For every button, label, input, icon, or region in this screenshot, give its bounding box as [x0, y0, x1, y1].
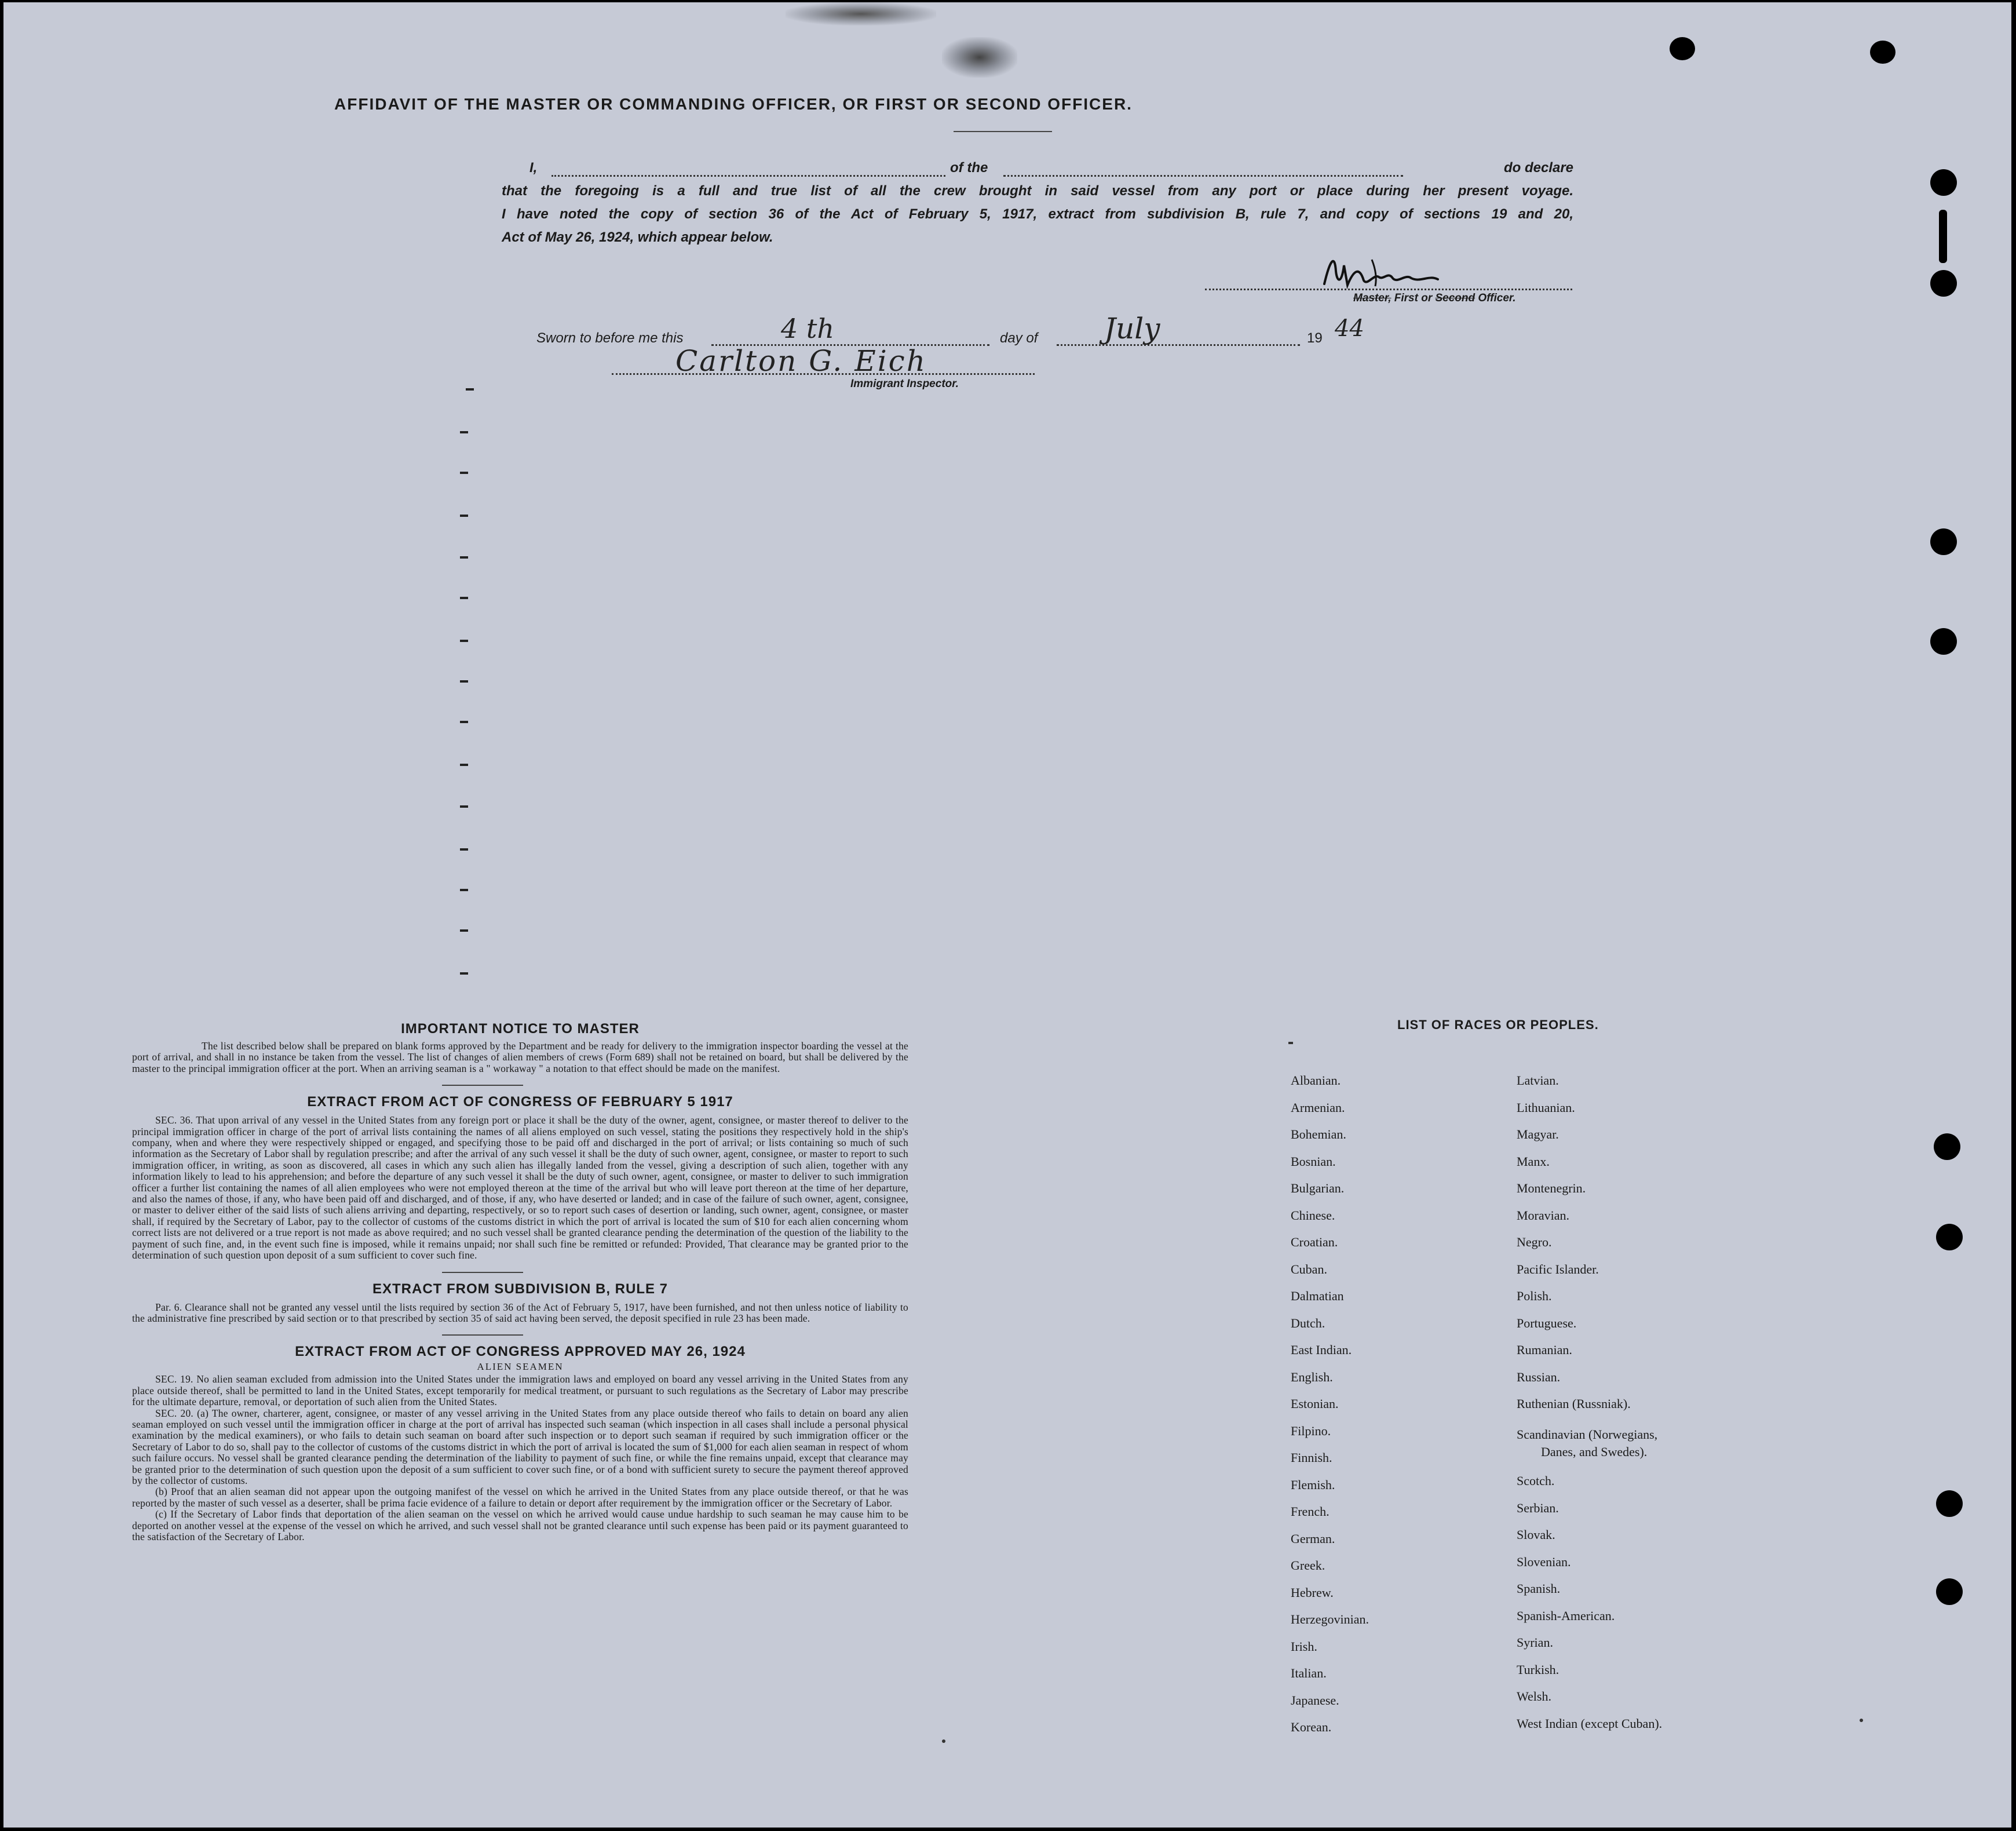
- extract-1924-heading: EXTRACT FROM ACT OF CONGRESS APPROVED MAY 26, 1924: [295, 1344, 746, 1360]
- race-item: Greek.: [1291, 1558, 1325, 1573]
- punch-hole: [1930, 270, 1957, 297]
- race-item: Irish.: [1291, 1639, 1317, 1654]
- punch-hole: [1936, 1490, 1963, 1517]
- margin-dash: [460, 556, 468, 559]
- race-item: Spanish.: [1517, 1581, 1561, 1596]
- race-item: Polish.: [1517, 1289, 1552, 1303]
- race-item: Lithuanian.: [1517, 1100, 1575, 1115]
- race-item: Russian.: [1517, 1369, 1561, 1384]
- race-item: Portuguese.: [1517, 1315, 1577, 1330]
- race-item: Finnish.: [1291, 1450, 1332, 1465]
- margin-dash: [460, 929, 468, 932]
- sworn-month-line: [1057, 344, 1300, 346]
- alien-seamen-subheading: ALIEN SEAMEN: [477, 1361, 564, 1373]
- punch-hole: [1930, 628, 1957, 655]
- top-smudge: [786, 2, 936, 25]
- race-item: Rumanian.: [1517, 1343, 1572, 1357]
- section-divider: [442, 1085, 523, 1086]
- margin-dash: [460, 764, 468, 766]
- stray-mark: [942, 1739, 945, 1743]
- notice-body: [132, 1041, 908, 1074]
- race-item: Slovenian.: [1517, 1554, 1571, 1569]
- notice-heading: IMPORTANT NOTICE TO MASTER: [401, 1021, 640, 1037]
- punch-hole: [1930, 528, 1957, 555]
- race-item: Chinese.: [1291, 1208, 1335, 1223]
- margin-dash: [460, 972, 468, 975]
- declaration-block: [502, 160, 1573, 253]
- race-item: Korean.: [1291, 1720, 1332, 1734]
- race-item: Flemish.: [1291, 1477, 1335, 1492]
- sworn-prefix: Sworn to before me this: [536, 330, 684, 346]
- section-20b-text: (b) Proof that an alien seaman did not appear upon the outgoing manifest of the vessel on which he arrived in the United States from any place outside thereof, or that he was reported by the master of such vessel as a deserter, shall be prima facie evidence of a failure to detain or deport after requirement by the immigration officer or the Secretary of Labor.: [132, 1486, 908, 1509]
- master-struck-label: Master,: [1353, 292, 1392, 304]
- extract-1917-heading: EXTRACT FROM ACT OF CONGRESS OF FEBRUARY 5 1917: [307, 1094, 733, 1110]
- race-item: French.: [1291, 1504, 1330, 1519]
- margin-dash: [460, 431, 468, 433]
- section-36-text: SEC. 36. That upon arrival of any vessel in the United States from any foreign port or place it shall be the duty of the owner, agent, consignee, or master thereof to deliver to the principal immigration officer in charge of the port of arrival lists containing the names of all aliens employed on such vessel, stating the positions they respectively hold in the ship's company, when and where they were respectively shipped or engaged, and specifying those to be paid off and discharged in the port of arrival; or lists containing so much of such information as the Secretary of Labor shall by regulation prescribe; and after the arrival of any such vessel it shall be the duty of such owner, agent, consignee, or master to report to such immigration officer, in writing, as soon as discovered, all cases in which any such alien has illegally landed from the vessel, giving a description of such alien, together with any information likely to lead to his apprehension; and before the departure of any such vessel it shall be the duty of such owner, agent, consignee, or master to deliver to such immigration officer a further list containing the names of all alien employees who were not employed thereon at the time of the arrival but who will leave port thereon at the time of her departure, and also the names of those, if any, who have been paid off and discharged, and of those, if any, who have deserted or landed; and in case of the failure of such owner, agent, consignee, or master to deliver either of the said lists of such aliens arriving and departing, respectively, or so to report such cases of desertion or landing, such owner, agent, consignee, or master shall, if required by the Secretary of Labor, pay to the collector of customs of the customs district in which the port of arrival is located the sum of $10 for each alien concerning whom correct lists are not delivered or a true report is not made as above required; and no such vessel shall be granted clearance pending the determination of the question of the liability to the payment of such fine, and, in the event such fine is imposed, while it remains unpaid; nor shall such fine be remitted or refunded: Provided, That clearance may be granted prior to the determination of such question upon deposit of a sum sufficient to cover such fine.: [132, 1114, 908, 1261]
- race-item: Spanish-American.: [1517, 1608, 1615, 1623]
- section-20a-text: SEC. 20. (a) The owner, charterer, agent, consignee, or master of any vessel arriving in the United States from any place outside thereof who fails to detain on board any alien seaman employed on such vessel until the immigration officer in charge at the port of arrival has inspected such seaman (which inspection in all cases shall include a personal physical examination by the medical examiners), or who fails to detain such seaman on board after such inspection or to deport such seaman if required by such immigration officer or the Secretary of Labor to do so, shall pay to the collector of customs of the customs district in which the port of arrival is located the sum of $1,000 for each alien seaman in respect of whom such failure occurs. No vessel shall be granted clearance pending the determination of the liability to payment of such fine, or while the fine remains unpaid, except that clearance may be granted prior to the determination of such question upon the deposit of a sum sufficient to cover such fine, or of a bond with sufficient surety to secure the payment thereof approved by the collector of customs.: [132, 1407, 908, 1486]
- race-item: Magyar.: [1517, 1127, 1559, 1141]
- race-item: Armenian.: [1291, 1100, 1345, 1115]
- margin-dash: [466, 388, 474, 391]
- margin-dash: [460, 721, 468, 723]
- margin-dash: [460, 848, 468, 851]
- document-page: [3, 2, 2011, 1828]
- race-item: Montenegrin.: [1517, 1181, 1586, 1195]
- race-item: Scandinavian (Norwegians,: [1517, 1427, 1658, 1442]
- race-item: Pacific Islander.: [1517, 1261, 1599, 1276]
- declaration-line-4: Act of May 26, 1924, which appear below.: [502, 229, 773, 245]
- race-item: Manx.: [1517, 1154, 1550, 1169]
- race-item: Latvian.: [1517, 1073, 1559, 1088]
- race-item: Herzegovinian.: [1291, 1612, 1369, 1626]
- punch-hole: [1936, 1224, 1963, 1250]
- race-item: Syrian.: [1517, 1635, 1553, 1650]
- inspector-signature: Carlton G. Eich: [675, 344, 927, 378]
- race-item: Scotch.: [1517, 1473, 1555, 1488]
- inspector-label: Immigrant Inspector.: [850, 378, 959, 390]
- margin-dash: [460, 597, 468, 599]
- race-item: Cuban.: [1291, 1261, 1327, 1276]
- race-item: Estonian.: [1291, 1396, 1339, 1411]
- race-item: Slovak.: [1517, 1527, 1555, 1542]
- officer-signature-line: [1205, 289, 1572, 290]
- margin-dash: [460, 640, 468, 642]
- declaration-line-3: I have noted the copy of section 36 of the Act of February 5, 1917, extract from subdivision B, rule 7, and copy of sections 19 and 20,: [502, 206, 1573, 222]
- officer-title-label: [1353, 292, 1516, 305]
- punch-hole: [1930, 169, 1957, 196]
- second-struck-label: Second: [1435, 292, 1476, 304]
- race-item: West Indian (except Cuban).: [1517, 1716, 1663, 1731]
- margin-dash: [460, 680, 468, 683]
- do-declare-label: do declare: [1503, 160, 1573, 176]
- notice-text: The list described below shall be prepared on blank forms approved by the Department and be ready for delivery to the immigration inspector boarding the vessel at the port of arrival, and shall in no instance be taken from the vessel. The list of changes of alien members of crews (Form 689) shall not be retained on board, but shall be delivered by the master to the principal immigration officer at the port. When an arriving seaman is a " workaway " a notation to that effect should be made on the manifest.: [132, 1040, 908, 1074]
- name-line: [552, 175, 945, 177]
- section-20c-text: (c) If the Secretary of Labor finds that deportation of the alien seaman on the vessel on which he arrived would cause undue hardship to such seaman he may cause him to be deported on another vessel at the expense of the vessel on which he arrived, and such vessel shall not be granted clearance until such expense has been paid or its payment guaranteed to the satisfaction of the Secretary of Labor.: [132, 1508, 908, 1542]
- race-item: Negro.: [1517, 1235, 1552, 1249]
- punch-hole: [1870, 41, 1896, 64]
- section-divider: [442, 1334, 523, 1336]
- inspector-signature-line: [612, 373, 1035, 375]
- officer-signature: [1319, 248, 1492, 294]
- race-item: Hebrew.: [1291, 1585, 1334, 1600]
- race-item: Serbian.: [1517, 1500, 1559, 1515]
- sworn-year-value: 44: [1335, 315, 1364, 342]
- top-smudge: [942, 37, 1017, 78]
- day-of-label: day of: [1000, 330, 1038, 346]
- rule-7-heading: EXTRACT FROM SUBDIVISION B, RULE 7: [372, 1281, 669, 1297]
- margin-dash: [460, 889, 468, 891]
- punch-hole: [1670, 37, 1695, 60]
- sworn-year-prefix: 19: [1307, 330, 1323, 346]
- declaration-line-2: that the foregoing is a full and true list of all the crew brought in said vessel from any port or place during her present voyage.: [502, 183, 1573, 199]
- race-item: Bosnian.: [1291, 1154, 1336, 1169]
- stray-mark: [1288, 1042, 1293, 1044]
- race-item: Croatian.: [1291, 1235, 1338, 1249]
- race-item: Turkish.: [1517, 1662, 1560, 1677]
- race-item: Albanian.: [1291, 1073, 1341, 1088]
- margin-dash: [460, 472, 468, 474]
- officer-label: Officer.: [1478, 292, 1516, 304]
- title-underline: [954, 131, 1052, 132]
- race-item: East Indian.: [1291, 1343, 1352, 1357]
- margin-dash: [460, 515, 468, 517]
- race-item: Dutch.: [1291, 1315, 1325, 1330]
- section-divider: [442, 1272, 523, 1273]
- race-item: Bohemian.: [1291, 1127, 1346, 1141]
- sworn-day-value: 4 th: [781, 313, 834, 344]
- race-item: English.: [1291, 1369, 1333, 1384]
- race-item: Dalmatian: [1291, 1289, 1344, 1303]
- race-item-continuation: Danes, and Swedes).: [1541, 1444, 1648, 1459]
- stray-mark: [1860, 1719, 1863, 1722]
- punch-slot: [1939, 210, 1947, 263]
- race-item: Filpino.: [1291, 1423, 1331, 1438]
- race-item: Welsh.: [1517, 1689, 1551, 1704]
- rule-7-text: Par. 6. Clearance shall not be granted any vessel until the lists required by section 36 of the Act of February 5, 1917, have been furnished, and not then unless notice of liability to the administrative fine prescribed by said section or to that prescribed by section 35 of said act having been served, the deposit specified in rule 23 has been made.: [132, 1301, 908, 1324]
- punch-hole: [1934, 1133, 1960, 1160]
- race-item: Japanese.: [1291, 1693, 1339, 1708]
- extract-1917-body: [132, 1115, 908, 1261]
- race-item: Italian.: [1291, 1666, 1327, 1680]
- race-item: German.: [1291, 1531, 1335, 1546]
- first-or-label: First or: [1394, 292, 1433, 304]
- race-item: Bulgarian.: [1291, 1181, 1345, 1195]
- section-19-text: SEC. 19. No alien seaman excluded from admission into the United States under the immigration laws and employed on board any vessel arriving in the United States from any place outside thereof, shall be permitted to land in the United States, except temporarily for medical treatment, or pursuant to such regulations as the Secretary of Labor may prescribe for the ultimate departure, removal, or deportation of such alien from the United States.: [132, 1373, 908, 1408]
- extract-1924-body: [132, 1374, 908, 1542]
- sworn-month-value: July: [1104, 312, 1160, 345]
- races-heading: LIST OF RACES OR PEOPLES.: [1397, 1017, 1599, 1032]
- affidavit-title: AFFIDAVIT OF THE MASTER OR COMMANDING OFFICER, OR FIRST OR SECOND OFFICER.: [334, 95, 1133, 113]
- race-item: Moravian.: [1517, 1208, 1570, 1223]
- vessel-line: [1003, 175, 1403, 177]
- race-item: Ruthenian (Russniak).: [1517, 1396, 1631, 1411]
- rule-7-body: [132, 1302, 908, 1325]
- margin-dash: [460, 805, 468, 808]
- of-the-label: of the: [950, 160, 988, 176]
- legal-column: [132, 1021, 908, 1542]
- declarant-prefix: I,: [529, 160, 538, 176]
- punch-hole: [1936, 1578, 1963, 1605]
